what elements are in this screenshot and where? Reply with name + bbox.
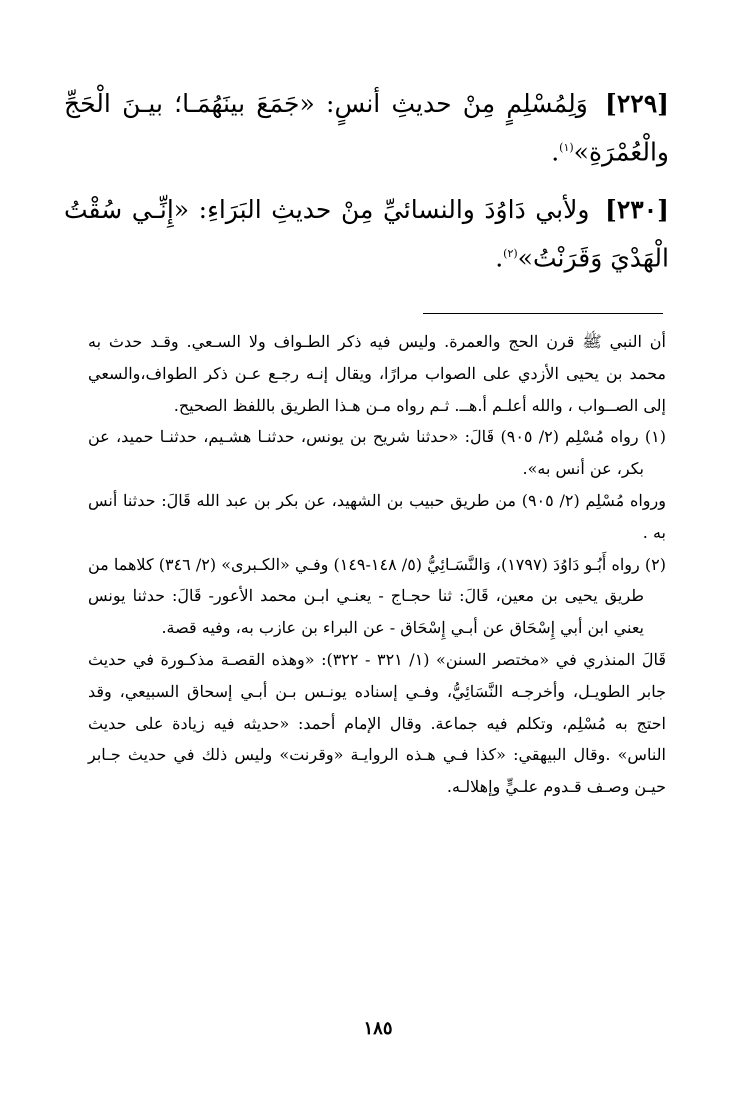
footnote-text: رواه مُسْلِم (٢/ ٩٠٥) قَالَ: «حدثنا شريح بن يونس، حدثنـا هشـيم، حدثنـا حميد، عن بكر، عن أنس به». <box>88 427 644 479</box>
footnote-1 <box>88 421 666 485</box>
hadith-text: وَلِمُسْلِمٍ مِنْ حديثِ أنسٍ: «جَمَعَ بينَهُمَـا؛ بيـنَ الْحَجِّ والْعُمْرَةِ» <box>64 89 669 167</box>
footnote-text: رواه أَبُـو دَاوُدَ (١٧٩٧)، وَالنَّسَـائِيُّ (٥/ ١٤٨-١٤٩) وفـي «الكـبرى» (٢/ ٣٤٦) كلاهما من طريق يحيى بن معين، قَالَ: ثنا حجـاج - يعنـي ابـن محمد الأعور- قَالَ: حدثنا يونس يعني ابن أبي إِسْحَاق عن أبـي إِسْحَاق - عن البراء بن عازب به، وفيه قصة. <box>88 554 644 638</box>
footnote-label: (٢) <box>644 554 666 574</box>
hadith-end: . <box>551 137 560 167</box>
main-text <box>64 82 669 295</box>
footnote-1-continued: ورواه مُسْلِم (٢/ ٩٠٥) من طريق حبيب بن الشهيد، عن بكر بن عبد الله قَالَ: حدثنا أنس به . <box>88 490 666 542</box>
footnote-2-continued: قَالَ المنذري في «مختصر السنن» (١/ ٣٢١ - ٣٢٢): «وهذه القصـة مذكـورة في حديث جابر الطويـل، وأخرجـه النَّسَائِيُّ، وفـي إسناده يونـس بـن أبـي إسحاق السبيعي، وقد احتج به مُسْلِم، وتكلم فيه جماعة. وقال الإمام أحمد: «حديثه فيه زيادة على حديث الناس» .وقال البيهقي: «كذا فـي هـذه الروايـة «وقرنت» وليس ذلك في حديث جـابر حيـن وصـف قـدوم علـيٍّ وإهلالـه. <box>88 649 667 797</box>
footnote-label: (١) <box>644 427 667 447</box>
hadith-end: . <box>495 243 504 273</box>
footnote-ref: (١) <box>559 141 574 154</box>
footnote-2 <box>88 549 666 644</box>
hadith-229 <box>64 82 669 174</box>
footnote-separator <box>423 313 663 314</box>
footnote-ref: (٢) <box>503 247 518 261</box>
page-number: ١٨٥ <box>363 1018 393 1039</box>
hadith-230 <box>64 188 669 280</box>
footnote-continuation: أن النبي ﷺ قرن الحج والعمرة. وليس فيه ذكر الطـواف ولا السـعي. وقـد حدث به محمد بن يحيى الأزدي على الصواب مرارًا، ويقال إنـه رجـع عـن ذكر الطواف،والسعي إلى الصــواب ، والله أعلـم أ.هــ. ثـم رواه مـن هـذا الطريق باللفظ الصحيح. <box>88 332 666 415</box>
hadith-number: [٢٢٩] <box>605 89 669 118</box>
footnotes <box>88 326 666 803</box>
hadith-number: [٢٣٠] <box>605 195 669 225</box>
hadith-text: ولأبي دَاوُدَ والنسائيِّ مِنْ حديثِ البَرَاءِ: «إِنِّـي سُقْتُ الْهَدْيَ وَقَرَنْتُ» <box>64 195 669 273</box>
